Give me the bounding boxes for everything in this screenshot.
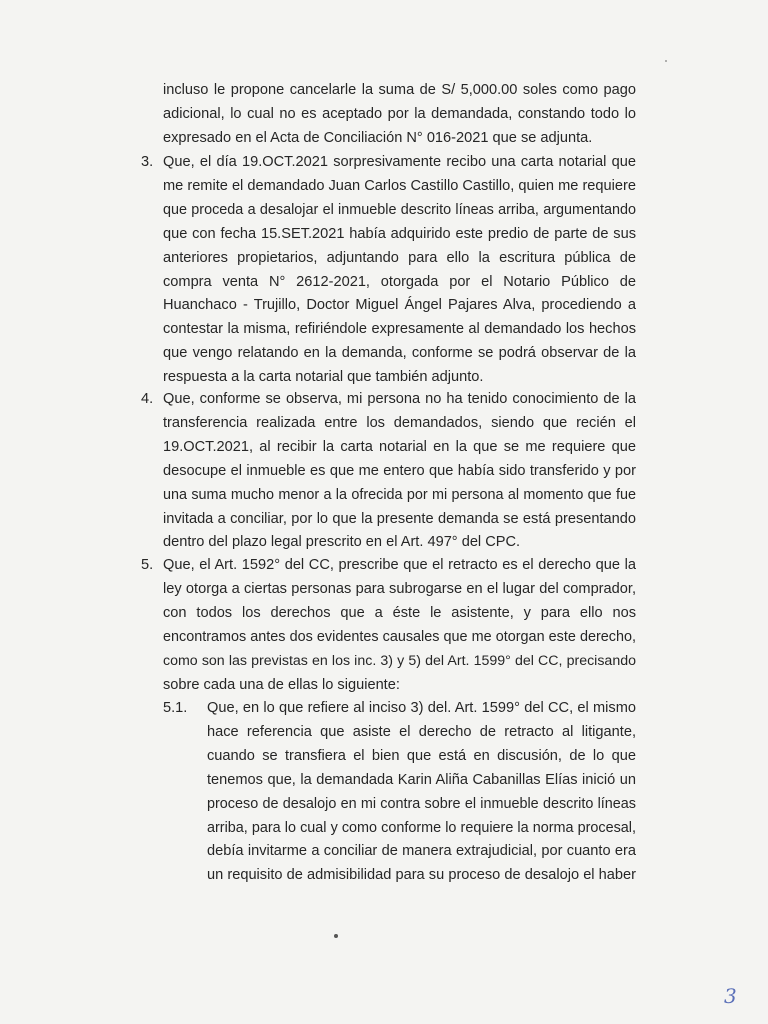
item-4-paragraph	[163, 388, 636, 555]
subitem-line: tenemos que, la demandada Karin Aliña Cabanillas Elías inició un	[207, 771, 636, 788]
item-line: transferencia realizada entre los demandados, siendo que recién el	[163, 414, 636, 431]
item-line: me remite el demandado Juan Carlos Castillo Castillo, quien me requiere	[163, 177, 636, 194]
item-line: sobre cada una de ellas lo siguiente:	[163, 676, 400, 693]
subitem-line: debía invitarme a conciliar de manera extrajudicial, por cuanto era	[207, 843, 636, 860]
item-line: que vengo relatando en la demanda, conforme se podrá observar de la	[163, 345, 636, 362]
subitem-line: un requisito de admisibilidad para su proceso de desalojo el haber	[207, 867, 636, 884]
item-line: Que, el día 19.OCT.2021 sorpresivamente recibo una carta notarial que	[163, 154, 636, 170]
item-line: anteriores propietarios, adjuntando para ello la escritura pública de	[163, 249, 636, 266]
item-line: Que, conforme se observa, mi persona no ha tenido conocimiento de la	[163, 391, 636, 407]
item-number: 4.	[141, 391, 154, 407]
item-line: compra venta N° 2612-2021, otorgada por el Notario Público de	[163, 273, 636, 290]
item-number: 3.	[141, 154, 154, 170]
subitem-line: arriba, para lo cual y como conforme lo requiere la norma procesal,	[207, 819, 636, 836]
item-line: encontramos antes dos evidentes causales que me otorgan este derecho,	[163, 628, 636, 645]
item-line: como son las previstas en los inc. 3) y 5) del Art. 1599° del CC, precisando	[163, 652, 636, 669]
subitem-line: Que, en lo que refiere al inciso 3) del. Art. 1599° del CC, el mismo	[207, 700, 636, 716]
item-line: respuesta a la carta notarial que también adjunto.	[163, 369, 484, 386]
subitem-line: cuando se transfiera el bien que está en discusión, de lo que	[207, 747, 636, 764]
item-5-paragraph	[163, 554, 636, 697]
subitem-number: 5.1.	[163, 700, 188, 716]
item-line: desocupe el inmueble es que me entero que había sido transferido y por	[163, 462, 636, 479]
intro-line: adicional, lo cual no es aceptado por la demandada, constando todo lo	[163, 105, 636, 122]
item-number: 5.	[141, 557, 154, 573]
page-number: 3	[724, 984, 737, 1008]
subitem-5-1-paragraph	[207, 697, 636, 888]
subitem-line: hace referencia que asiste el derecho de retracto al litigante,	[207, 723, 636, 740]
item-line: invitada a conciliar, por lo que la presente demanda se está presentando	[163, 510, 636, 527]
subitem-line: proceso de desalojo en mi contra sobre el inmueble descrito líneas	[207, 795, 636, 812]
intro-paragraph	[163, 79, 636, 151]
item-line: que proceda a desalojar el inmueble descrito líneas arriba, argumentando	[163, 201, 636, 218]
item-line: con todos los derechos que a éste le asistente, y para ello nos	[163, 604, 636, 621]
item-line: ley otorga a ciertas personas para subrogarse en el lugar del comprador,	[163, 580, 636, 597]
item-line: Que, el Art. 1592° del CC, prescribe que el retracto es el derecho que la	[163, 557, 636, 573]
intro-line: expresado en el Acta de Conciliación N° 016-2021 que se adjunta.	[163, 129, 593, 146]
item-line: que con fecha 15.SET.2021 había adquirido este predio de parte de sus	[163, 225, 636, 242]
item-line: 19.OCT.2021, al recibir la carta notarial en la que se me requiere que	[163, 438, 636, 455]
scan-speck	[665, 60, 667, 62]
item-3-paragraph	[163, 151, 636, 390]
item-line: contestar la misma, refiriéndole expresamente al demandado los hechos	[163, 321, 636, 338]
item-line: dentro del plazo legal prescrito en el Art. 497° del CPC.	[163, 534, 521, 551]
item-line: una suma mucho menor a la ofrecida por mi persona al momento que fue	[163, 486, 636, 503]
item-line: Huanchaco - Trujillo, Doctor Miguel Ángel Pajares Alva, procediendo a	[163, 297, 636, 314]
intro-line: incluso le propone cancelarle la suma de S/ 5,000.00 soles como pago	[163, 82, 636, 98]
scan-speck	[334, 934, 338, 938]
